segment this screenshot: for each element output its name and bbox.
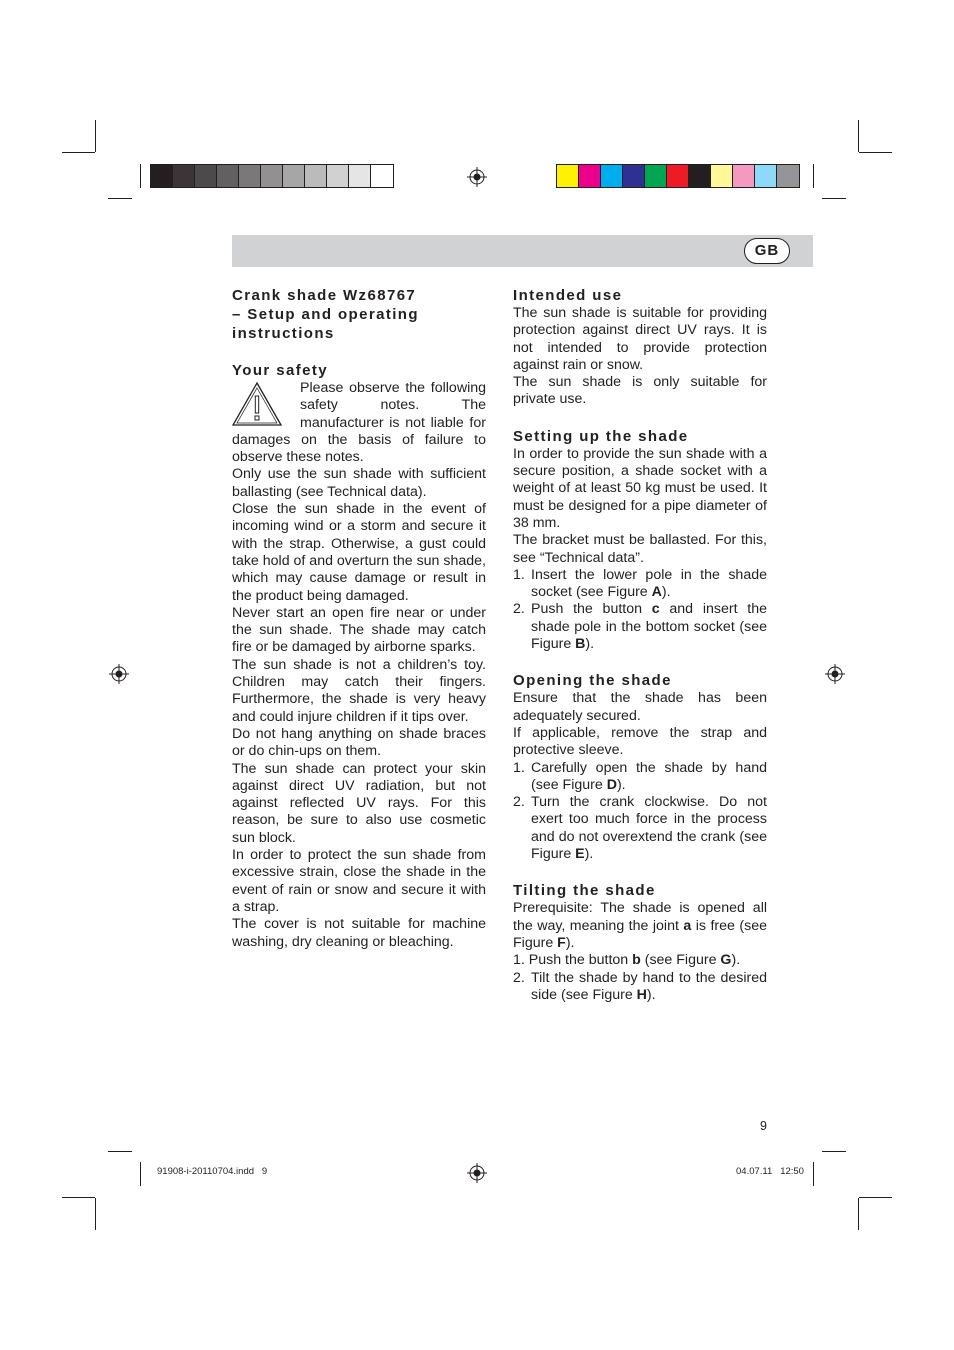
safety-paragraph: The cover is not suitable for machine washing, dry cleaning or bleaching. xyxy=(232,916,486,950)
color-swatch xyxy=(667,165,689,187)
step-text: ). xyxy=(584,846,594,863)
crop-mark xyxy=(859,152,892,153)
step-text: Carefully open the shade by hand (see Figure xyxy=(531,759,767,793)
color-swatch xyxy=(579,165,601,187)
opening-paragraph: Ensure that the shade has been adequately secured. xyxy=(513,690,767,724)
step-text: Tilt the shade by hand to the desired side (see Figure xyxy=(531,969,767,1003)
prereq-text: is free (see Figure xyxy=(513,917,767,951)
setting-up-paragraph: In order to provide the sun shade with a secure position, a shade socket with a weight of at least 50 kg must be used. It must be designed for a pipe diameter of 38 mm. xyxy=(513,445,767,531)
crop-mark xyxy=(108,198,132,199)
gray-swatch xyxy=(195,165,217,187)
step-text: Turn the crank clockwise. Do not exert too much force in the process and do not overextend the crank (see Figure xyxy=(531,794,767,863)
list-item xyxy=(513,567,767,602)
step-text: ). xyxy=(616,776,626,793)
document-title xyxy=(232,286,486,343)
gray-swatch xyxy=(305,165,327,187)
tilting-steps xyxy=(513,970,767,1005)
color-swatch xyxy=(645,165,667,187)
file-name: 91908-i-20110704.indd 9 xyxy=(157,1166,268,1177)
gray-swatch xyxy=(261,165,283,187)
title-line: Crank shade Wz68767 xyxy=(232,287,417,304)
part-ref: b xyxy=(632,952,641,969)
crop-mark xyxy=(62,1197,95,1198)
gray-swatch xyxy=(283,165,305,187)
prereq-text: ). xyxy=(565,934,575,951)
step-text: and insert the shade pole in the bottom socket (see Figure xyxy=(531,601,767,653)
figure-ref: A xyxy=(651,584,662,601)
crop-mark xyxy=(822,198,846,199)
crop-mark xyxy=(859,1197,892,1198)
crop-mark xyxy=(62,152,95,153)
list-item xyxy=(513,970,767,1005)
color-swatch xyxy=(733,165,755,187)
title-line: instructions xyxy=(232,325,335,342)
safety-intro: Please observe the following safety notes. The manufacturer is not liable for damages on the basis of failure to observe these notes. xyxy=(232,380,486,466)
step-number: 2. xyxy=(513,794,525,811)
figure-ref: D xyxy=(606,776,617,793)
safety-paragraph: The sun shade is not a children’s toy. Children may catch their fingers. Furthermore, the shade is very heavy and could injure children if it tips over. xyxy=(232,656,486,725)
safety-paragraph: Never start an open fire near or under the sun shade. The shade may catch fire or be damaged by airborne sparks. xyxy=(232,604,486,656)
color-control-bar xyxy=(556,164,800,188)
list-item xyxy=(513,794,767,863)
gray-swatch xyxy=(173,165,195,187)
right-column xyxy=(513,286,767,1004)
gray-swatch xyxy=(327,165,349,187)
figure-ref: G xyxy=(720,952,732,969)
language-badge: GB xyxy=(744,238,790,264)
setting-up-steps xyxy=(513,567,767,653)
gray-swatch xyxy=(349,165,371,187)
crop-mark xyxy=(813,164,814,188)
step-text: Insert the lower pole in the shade socket (see Figure xyxy=(531,566,767,601)
color-swatch xyxy=(601,165,623,187)
opening-paragraph: If applicable, remove the strap and protective sleeve. xyxy=(513,724,767,759)
gray-swatch xyxy=(371,165,393,187)
step-text: ). xyxy=(661,584,671,601)
intended-use-paragraph: The sun shade is suitable for providing protection against direct UV rays. It is not intended to provide protection against rain or snow. xyxy=(513,305,767,373)
registration-mark-icon xyxy=(467,167,487,187)
step-text: ). xyxy=(646,986,656,1003)
prereq-text: Prerequisite: The shade is opened all the way, meaning the joint xyxy=(513,900,767,934)
registration-mark-icon xyxy=(467,1163,487,1183)
step-number: 2. xyxy=(513,969,525,986)
safety-paragraph: Only use the sun shade with sufficient ballasting (see Technical data). xyxy=(232,466,486,500)
safety-paragraph: Close the sun shade in the event of incoming wind or a storm and secure it with the strap. Otherwise, a gust could take hold of and overturn the sun shade, which may cause damage or result in the product being damaged. xyxy=(232,501,486,604)
figure-ref: H xyxy=(636,986,647,1003)
step-number: 1. xyxy=(513,759,525,776)
intended-use-heading: Intended use xyxy=(513,287,623,304)
crop-mark xyxy=(140,1162,141,1186)
list-item xyxy=(513,760,767,795)
figure-ref: B xyxy=(575,636,586,653)
setting-up-paragraph: The bracket must be ballasted. For this, see “Technical data”. xyxy=(513,532,767,566)
crop-mark xyxy=(858,120,859,152)
crop-mark xyxy=(140,164,141,188)
left-column xyxy=(232,286,486,951)
warning-triangle-icon xyxy=(232,380,294,430)
part-ref: a xyxy=(683,917,692,934)
registration-mark-icon xyxy=(109,664,129,684)
opening-heading: Opening the shade xyxy=(513,672,672,690)
opening-steps xyxy=(513,760,767,864)
color-swatch xyxy=(557,165,579,187)
print-date-time: 04.07.11 12:50 xyxy=(736,1166,804,1177)
color-swatch xyxy=(777,165,799,187)
color-swatch xyxy=(755,165,777,187)
crop-mark xyxy=(95,120,96,152)
safety-heading: Your safety xyxy=(232,362,328,379)
tilting-heading: Tilting the shade xyxy=(513,882,656,900)
safety-paragraph: Do not hang anything on shade braces or do chin-ups on them. xyxy=(232,725,486,760)
safety-paragraph: The sun shade can protect your skin against direct UV radiation, but not against reflected UV rays. For this reason, be sure to also use cosmetic sun block. xyxy=(232,760,486,846)
color-swatch xyxy=(623,165,645,187)
color-swatch xyxy=(689,165,711,187)
step-text: Push the button xyxy=(531,601,652,618)
tilting-prerequisite xyxy=(513,900,767,952)
step-number: 1. xyxy=(513,566,525,583)
grayscale-control-bar xyxy=(150,164,394,188)
step-text: ). xyxy=(731,952,741,969)
registration-mark-icon xyxy=(825,664,845,684)
crop-mark xyxy=(108,1151,132,1152)
gray-swatch xyxy=(217,165,239,187)
step-text: 1. Push the button xyxy=(513,952,633,969)
figure-ref: F xyxy=(557,934,566,951)
intended-use-paragraph: The sun shade is only suitable for private use. xyxy=(513,374,767,408)
figure-ref: E xyxy=(575,846,585,863)
crop-mark xyxy=(822,1151,846,1152)
color-swatch xyxy=(711,165,733,187)
part-ref: c xyxy=(651,601,660,618)
gray-swatch xyxy=(151,165,173,187)
safety-paragraph: In order to protect the sun shade from excessive strain, close the shade in the event of rain or snow and secure it with a strap. xyxy=(232,847,486,915)
crop-mark xyxy=(813,1162,814,1186)
gray-swatch xyxy=(239,165,261,187)
step-number: 2. xyxy=(513,601,525,618)
title-line: – Setup and operating xyxy=(232,306,419,323)
step-text: ). xyxy=(585,636,595,653)
step-text: (see Figure xyxy=(640,952,721,969)
header-band xyxy=(232,235,813,267)
crop-mark xyxy=(95,1198,96,1230)
tilting-step-1 xyxy=(513,952,767,969)
crop-mark xyxy=(858,1198,859,1230)
setting-up-heading: Setting up the shade xyxy=(513,427,689,445)
list-item xyxy=(513,601,767,653)
page-number: 9 xyxy=(760,1119,767,1133)
